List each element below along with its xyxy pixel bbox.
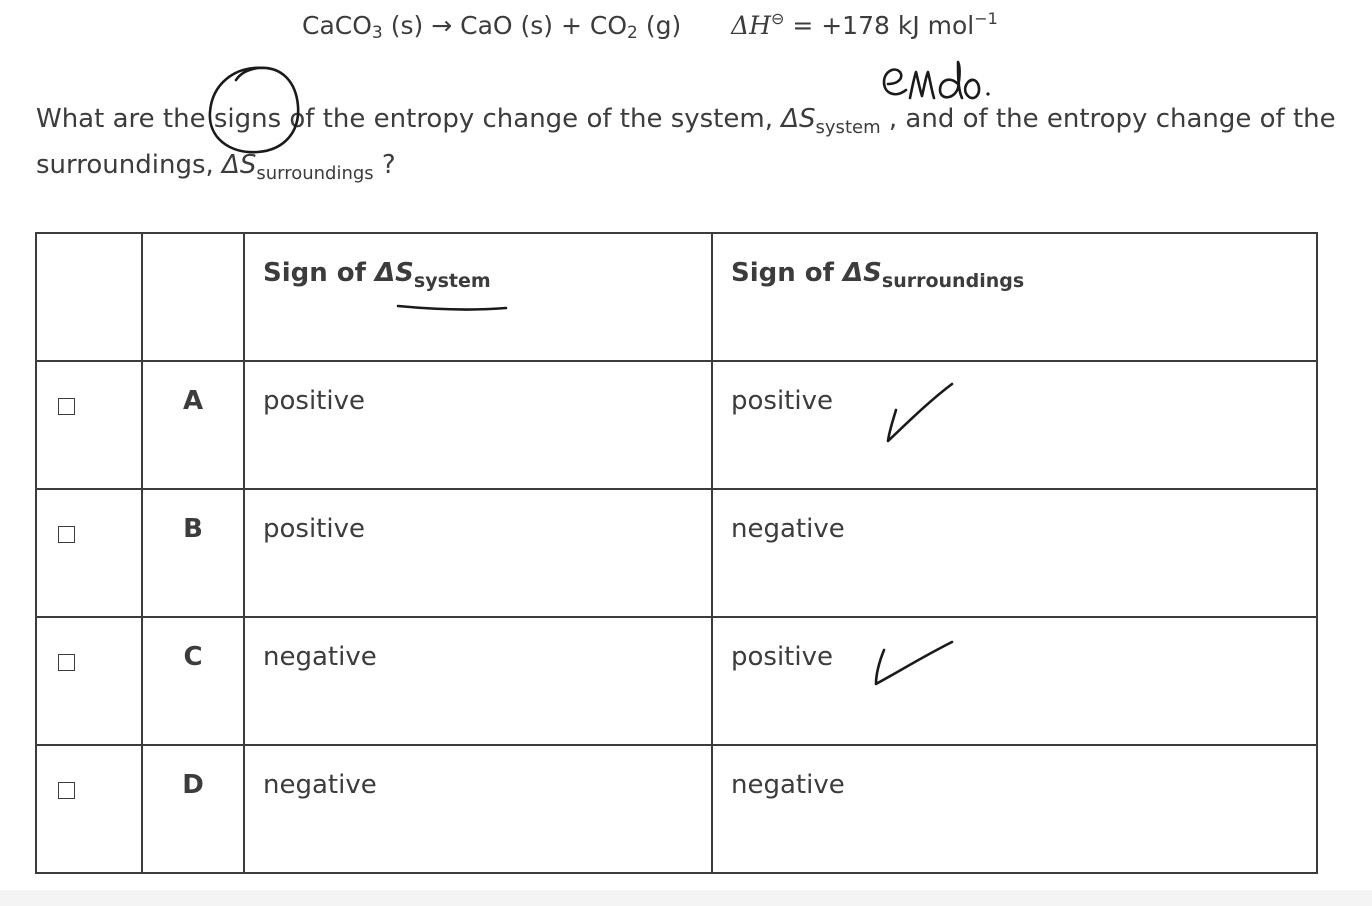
system-cell: [244, 617, 712, 745]
system-subscript: system: [815, 117, 881, 138]
surroundings-sign: positive: [731, 386, 833, 416]
answer-table: [35, 232, 1318, 874]
letter-cell: [142, 361, 244, 489]
reaction-arrow: →: [431, 11, 453, 40]
handwritten-endo-e: [884, 70, 906, 95]
reactant-formula: CaCO: [302, 11, 372, 40]
surroundings-cell: [712, 361, 1317, 489]
option-letter: C: [183, 642, 203, 672]
delta-s-surroundings-symbol: ΔS: [222, 150, 257, 180]
table-header-row: [36, 233, 1317, 361]
header-system-prefix: Sign of: [263, 258, 376, 288]
system-sign: positive: [263, 514, 365, 544]
option-d-checkbox[interactable]: [58, 782, 75, 799]
reactant-subscript: 3: [371, 23, 383, 43]
handwritten-endo-d: [940, 62, 962, 98]
reaction-equation: [302, 6, 998, 46]
option-a-checkbox[interactable]: [58, 398, 75, 415]
letter-cell: [142, 617, 244, 745]
header-system: [244, 233, 712, 361]
table-row: [36, 489, 1317, 617]
table-row: [36, 617, 1317, 745]
header-surroundings-prefix: Sign of: [731, 258, 844, 288]
letter-cell: [142, 489, 244, 617]
header-system-label: [245, 234, 711, 292]
surroundings-cell: [712, 489, 1317, 617]
enthalpy-unit-exponent: −1: [974, 9, 998, 28]
question-part-3: ?: [373, 150, 396, 180]
header-system-subscript: system: [413, 270, 491, 292]
delta-s-system-symbol: ΔS: [781, 104, 816, 134]
system-cell: [244, 489, 712, 617]
enthalpy-value: = +178 kJ mol: [792, 11, 975, 40]
product-two-subscript: 2: [627, 23, 638, 43]
question-text: [36, 96, 1336, 188]
question-part-2: , and of the entropy change of the surroundings,: [36, 104, 1336, 180]
product-two-formula: CO: [589, 11, 628, 40]
letter-cell: [142, 745, 244, 873]
reactant-state: (s): [390, 11, 424, 40]
surroundings-sign: negative: [731, 770, 845, 800]
header-surroundings-label: [713, 234, 1316, 292]
checkbox-cell: [36, 617, 142, 745]
header-blank-checkbox: [36, 233, 142, 361]
bottom-edge: [0, 890, 1372, 906]
surroundings-cell: [712, 745, 1317, 873]
product-two-state: (g): [645, 11, 682, 40]
header-blank-letter: [142, 233, 244, 361]
option-b-checkbox[interactable]: [58, 526, 75, 543]
question-part-1: What are the signs of the entropy change of the system,: [36, 104, 782, 134]
header-surroundings-delta: ΔS: [843, 258, 882, 288]
handwritten-endo-n: [910, 72, 934, 98]
checkbox-cell: [36, 489, 142, 617]
surroundings-subscript: surroundings: [256, 163, 374, 184]
surroundings-sign: positive: [731, 642, 833, 672]
table-row: [36, 745, 1317, 873]
system-cell: [244, 361, 712, 489]
system-cell: [244, 745, 712, 873]
option-letter: A: [182, 386, 204, 416]
system-sign: positive: [263, 386, 365, 416]
option-letter: D: [182, 770, 204, 800]
system-sign: negative: [263, 770, 377, 800]
table-row: [36, 361, 1317, 489]
product-one: CaO (s): [460, 11, 554, 40]
header-system-delta: ΔS: [375, 258, 414, 288]
plus-sign: +: [561, 11, 582, 40]
option-letter: B: [183, 514, 203, 544]
surroundings-sign: negative: [731, 514, 845, 544]
option-c-checkbox[interactable]: [58, 654, 75, 671]
surroundings-cell: [712, 617, 1317, 745]
enthalpy-symbol: ΔH: [731, 11, 771, 40]
checkbox-cell: [36, 361, 142, 489]
system-sign: negative: [263, 642, 377, 672]
standard-state-icon: ⊖: [770, 9, 785, 28]
checkbox-cell: [36, 745, 142, 873]
header-surroundings: [712, 233, 1317, 361]
header-surroundings-subscript: surroundings: [881, 270, 1025, 292]
